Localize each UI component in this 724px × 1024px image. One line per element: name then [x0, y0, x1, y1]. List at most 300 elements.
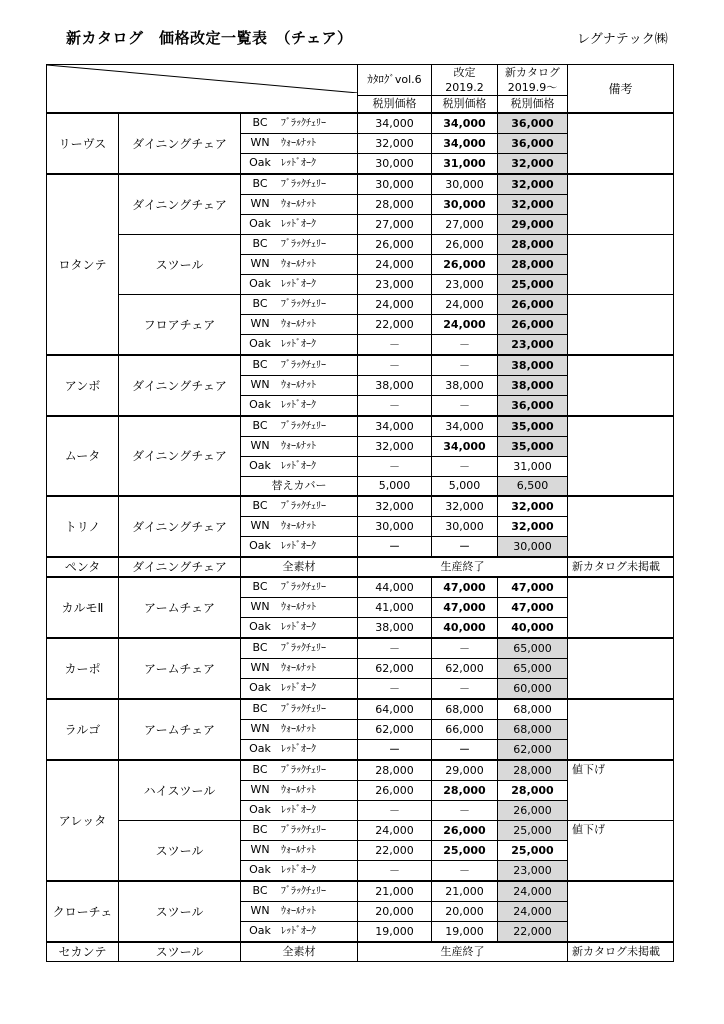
material-cell	[241, 335, 358, 356]
material-code: WN	[250, 439, 270, 452]
price-vol6: －	[358, 861, 432, 882]
price-new: 38,000	[498, 376, 568, 396]
material-name: ﾚｯﾄﾞｵｰｸ	[281, 622, 316, 633]
price-kaitei: 21,000	[432, 881, 498, 902]
material-code: BC	[252, 237, 268, 250]
material-code: Oak	[249, 620, 271, 633]
material-code: BC	[252, 177, 268, 190]
price-kaitei: 24,000	[432, 295, 498, 315]
material-cell	[241, 902, 358, 922]
price-vol6: 5,000	[358, 477, 432, 497]
note-cell: 値下げ	[568, 760, 674, 821]
price-vol6: 23,000	[358, 275, 432, 295]
material-name: ｳｫｰﾙﾅｯﾄ	[281, 602, 316, 613]
price-vol6: －	[358, 335, 432, 356]
price-vol6: －	[358, 537, 432, 558]
material-name: ｳｫｰﾙﾅｯﾄ	[281, 663, 316, 674]
table-row	[47, 557, 674, 577]
price-new: 65,000	[498, 659, 568, 679]
price-kaitei: 30,000	[432, 174, 498, 195]
price-vol6: 24,000	[358, 295, 432, 315]
product-type: アームチェア	[119, 577, 241, 638]
material-cell	[241, 760, 358, 781]
note-cell	[568, 113, 674, 174]
price-vol6: 24,000	[358, 255, 432, 275]
material-name: ﾚｯﾄﾞｵｰｸ	[281, 926, 316, 937]
material-name: ﾚｯﾄﾞｵｰｸ	[281, 461, 316, 472]
price-kaitei: 30,000	[432, 195, 498, 215]
material-name: ﾌﾞﾗｯｸﾁｪﾘｰ	[281, 582, 326, 593]
material-cell	[241, 376, 358, 396]
price-kaitei: 47,000	[432, 577, 498, 598]
material-cell	[241, 537, 358, 558]
material-code: WN	[250, 136, 270, 149]
product-type: ハイスツール	[119, 760, 241, 821]
price-new: 31,000	[498, 457, 568, 477]
material-name: ｳｫｰﾙﾅｯﾄ	[281, 785, 316, 796]
material-code: BC	[252, 580, 268, 593]
table-row	[47, 699, 674, 720]
price-new: 24,000	[498, 881, 568, 902]
price-kaitei: 34,000	[432, 416, 498, 437]
discontinued-label: 生産終了	[358, 557, 568, 577]
table-row	[47, 113, 674, 134]
note-cell	[568, 699, 674, 760]
table-row	[47, 416, 674, 437]
material-name: ﾌﾞﾗｯｸﾁｪﾘｰ	[281, 501, 326, 512]
price-new: 32,000	[498, 195, 568, 215]
product-type: スツール	[119, 881, 241, 942]
price-vol6: 38,000	[358, 376, 432, 396]
price-vol6: 41,000	[358, 598, 432, 618]
material-cell	[241, 922, 358, 943]
price-kaitei: 32,000	[432, 496, 498, 517]
price-kaitei: －	[432, 396, 498, 417]
table-row	[47, 821, 674, 841]
material-name: ﾚｯﾄﾞｵｰｸ	[281, 279, 316, 290]
col-header-vol6: ｶﾀﾛｸﾞvol.6	[358, 65, 432, 96]
note-cell	[568, 577, 674, 638]
price-new: 28,000	[498, 235, 568, 255]
diagonal-line	[47, 65, 358, 93]
price-kaitei: 27,000	[432, 215, 498, 235]
material-cell	[241, 821, 358, 841]
price-new: 28,000	[498, 255, 568, 275]
material-cell	[241, 396, 358, 417]
material-cell	[241, 315, 358, 335]
price-new: 36,000	[498, 396, 568, 417]
price-new: 26,000	[498, 801, 568, 821]
series-name: カーポ	[47, 638, 119, 699]
material-code: WN	[250, 661, 270, 674]
price-vol6: 62,000	[358, 659, 432, 679]
material-cell	[241, 154, 358, 175]
material-cell	[241, 618, 358, 639]
price-vol6: 19,000	[358, 922, 432, 943]
product-type: ダイニングチェア	[119, 496, 241, 557]
material-cell	[241, 215, 358, 235]
diagonal-header-cell	[47, 65, 358, 114]
material-code: WN	[250, 317, 270, 330]
price-vol6: 28,000	[358, 195, 432, 215]
price-kaitei: －	[432, 801, 498, 821]
price-new: 28,000	[498, 781, 568, 801]
price-vol6: 27,000	[358, 215, 432, 235]
product-type: ダイニングチェア	[119, 416, 241, 496]
price-new: 26,000	[498, 295, 568, 315]
price-kaitei: 29,000	[432, 760, 498, 781]
material-code: Oak	[249, 156, 271, 169]
price-vol6: 28,000	[358, 760, 432, 781]
price-new: 38,000	[498, 355, 568, 376]
note-cell	[568, 355, 674, 416]
price-vol6: 26,000	[358, 781, 432, 801]
price-kaitei: 34,000	[432, 437, 498, 457]
material-code: WN	[250, 722, 270, 735]
price-vol6: －	[358, 638, 432, 659]
material-name: ﾌﾞﾗｯｸﾁｪﾘｰ	[281, 643, 326, 654]
price-vol6: 64,000	[358, 699, 432, 720]
price-new: 35,000	[498, 416, 568, 437]
tax-label: 税別価格	[498, 96, 568, 114]
price-vol6: 38,000	[358, 618, 432, 639]
product-type: ダイニングチェア	[119, 557, 241, 577]
material-name: ﾌﾞﾗｯｸﾁｪﾘｰ	[281, 704, 326, 715]
material-name: ｳｫｰﾙﾅｯﾄ	[281, 724, 316, 735]
price-new: 24,000	[498, 902, 568, 922]
series-name: セカンテ	[47, 942, 119, 962]
material-cell	[241, 577, 358, 598]
price-kaitei: 30,000	[432, 517, 498, 537]
material-code: BC	[252, 763, 268, 776]
price-new: 47,000	[498, 598, 568, 618]
material-cell	[241, 841, 358, 861]
price-kaitei: 26,000	[432, 821, 498, 841]
price-new: 47,000	[498, 577, 568, 598]
material-cell	[241, 638, 358, 659]
material-code: BC	[252, 358, 268, 371]
all-materials-label: 全素材	[241, 557, 358, 577]
material-cell	[241, 598, 358, 618]
price-kaitei: 62,000	[432, 659, 498, 679]
tax-label: 税別価格	[432, 96, 498, 114]
all-materials-label: 全素材	[241, 942, 358, 962]
series-name: ラルゴ	[47, 699, 119, 760]
tax-label: 税別価格	[358, 96, 432, 114]
price-vol6: 22,000	[358, 315, 432, 335]
series-name: ペンタ	[47, 557, 119, 577]
material-cell	[241, 416, 358, 437]
material-code: BC	[252, 499, 268, 512]
material-cell	[241, 801, 358, 821]
material-name: ｳｫｰﾙﾅｯﾄ	[281, 521, 316, 532]
note-cell	[568, 881, 674, 942]
price-new: 36,000	[498, 134, 568, 154]
price-kaitei: 31,000	[432, 154, 498, 175]
material-code: WN	[250, 783, 270, 796]
series-name: リーヴス	[47, 113, 119, 174]
price-kaitei: 66,000	[432, 720, 498, 740]
price-vol6: 34,000	[358, 416, 432, 437]
material-code: Oak	[249, 681, 271, 694]
note-cell: 新カタログ未掲載	[568, 557, 674, 577]
material-name: ﾚｯﾄﾞｵｰｸ	[281, 865, 316, 876]
product-type: スツール	[119, 942, 241, 962]
series-name: カルモⅡ	[47, 577, 119, 638]
price-vol6: 30,000	[358, 174, 432, 195]
price-kaitei: －	[432, 537, 498, 558]
material-name: ｳｫｰﾙﾅｯﾄ	[281, 380, 316, 391]
price-new: 32,000	[498, 174, 568, 195]
price-kaitei: 68,000	[432, 699, 498, 720]
table-body	[47, 113, 674, 962]
material-name: ﾚｯﾄﾞｵｰｸ	[281, 541, 316, 552]
note-cell	[568, 235, 674, 295]
material-code: Oak	[249, 924, 271, 937]
material-name: ｳｫｰﾙﾅｯﾄ	[281, 906, 316, 917]
price-kaitei: －	[432, 355, 498, 376]
material-name: ﾚｯﾄﾞｵｰｸ	[281, 339, 316, 350]
table-row	[47, 295, 674, 315]
material-code: Oak	[249, 803, 271, 816]
note-cell	[568, 416, 674, 496]
material-code: BC	[252, 641, 268, 654]
table-row	[47, 760, 674, 781]
material-code: BC	[252, 702, 268, 715]
material-cell	[241, 134, 358, 154]
price-kaitei: 38,000	[432, 376, 498, 396]
material-name: ｳｫｰﾙﾅｯﾄ	[281, 199, 316, 210]
price-new: 22,000	[498, 922, 568, 943]
price-kaitei: 40,000	[432, 618, 498, 639]
material-code: BC	[252, 297, 268, 310]
material-code: BC	[252, 823, 268, 836]
price-kaitei: 20,000	[432, 902, 498, 922]
material-name: ﾚｯﾄﾞｵｰｸ	[281, 805, 316, 816]
material-code: Oak	[249, 863, 271, 876]
table-row	[47, 355, 674, 376]
price-new: 6,500	[498, 477, 568, 497]
material-code: BC	[252, 884, 268, 897]
table-row	[47, 881, 674, 902]
material-cell	[241, 457, 358, 477]
note-cell	[568, 174, 674, 235]
price-vol6: 32,000	[358, 437, 432, 457]
company-name: レグナテック㈱	[577, 32, 668, 47]
price-new: 29,000	[498, 215, 568, 235]
material-name: ｳｫｰﾙﾅｯﾄ	[281, 845, 316, 856]
material-name: ﾌﾞﾗｯｸﾁｪﾘｰ	[281, 825, 326, 836]
price-vol6: 26,000	[358, 235, 432, 255]
material-name: ﾚｯﾄﾞｵｰｸ	[281, 683, 316, 694]
price-vol6: 21,000	[358, 881, 432, 902]
product-type: ダイニングチェア	[119, 355, 241, 416]
material-cell: 替えカバー	[241, 477, 358, 497]
table-row	[47, 496, 674, 517]
price-vol6: －	[358, 457, 432, 477]
price-new: 35,000	[498, 437, 568, 457]
material-cell	[241, 740, 358, 761]
material-code: BC	[252, 116, 268, 129]
material-code: WN	[250, 378, 270, 391]
material-code: WN	[250, 904, 270, 917]
product-type: フロアチェア	[119, 295, 241, 356]
price-new: 25,000	[498, 275, 568, 295]
material-name: ﾌﾞﾗｯｸﾁｪﾘｰ	[281, 299, 326, 310]
price-kaitei: 23,000	[432, 275, 498, 295]
price-new: 36,000	[498, 113, 568, 134]
material-name: ﾌﾞﾗｯｸﾁｪﾘｰ	[281, 765, 326, 776]
price-new: 68,000	[498, 699, 568, 720]
price-vol6: 20,000	[358, 902, 432, 922]
price-new: 65,000	[498, 638, 568, 659]
material-code: Oak	[249, 337, 271, 350]
material-code: WN	[250, 843, 270, 856]
material-name: ﾌﾞﾗｯｸﾁｪﾘｰ	[281, 118, 326, 129]
material-name: ﾚｯﾄﾞｵｰｸ	[281, 400, 316, 411]
material-name: ﾌﾞﾗｯｸﾁｪﾘｰ	[281, 239, 326, 250]
price-vol6: 30,000	[358, 154, 432, 175]
price-vol6: 62,000	[358, 720, 432, 740]
price-kaitei: －	[432, 861, 498, 882]
table-row	[47, 235, 674, 255]
material-code: WN	[250, 600, 270, 613]
material-code: Oak	[249, 742, 271, 755]
material-cell	[241, 295, 358, 315]
material-cell	[241, 275, 358, 295]
series-name: ロタンテ	[47, 174, 119, 355]
price-new: 40,000	[498, 618, 568, 639]
price-new: 62,000	[498, 740, 568, 761]
price-kaitei: 28,000	[432, 781, 498, 801]
price-vol6: 32,000	[358, 134, 432, 154]
series-name: アンボ	[47, 355, 119, 416]
material-code: Oak	[249, 539, 271, 552]
price-kaitei: －	[432, 638, 498, 659]
price-vol6: －	[358, 396, 432, 417]
material-cell	[241, 679, 358, 700]
material-name: ﾚｯﾄﾞｵｰｸ	[281, 158, 316, 169]
material-cell	[241, 496, 358, 517]
material-cell	[241, 437, 358, 457]
price-vol6: －	[358, 740, 432, 761]
product-type: アームチェア	[119, 638, 241, 699]
price-new: 23,000	[498, 861, 568, 882]
material-code: Oak	[249, 459, 271, 472]
price-new: 68,000	[498, 720, 568, 740]
material-cell	[241, 659, 358, 679]
price-kaitei: －	[432, 457, 498, 477]
price-kaitei: 26,000	[432, 255, 498, 275]
price-new: 32,000	[498, 496, 568, 517]
material-cell	[241, 235, 358, 255]
table-row	[47, 577, 674, 598]
material-cell	[241, 517, 358, 537]
material-cell	[241, 174, 358, 195]
price-vol6: 32,000	[358, 496, 432, 517]
material-name: ｳｫｰﾙﾅｯﾄ	[281, 259, 316, 270]
col-header-note: 備考	[568, 65, 674, 114]
material-cell	[241, 781, 358, 801]
table-row	[47, 942, 674, 962]
price-vol6: 30,000	[358, 517, 432, 537]
price-table	[46, 64, 674, 962]
material-code: WN	[250, 257, 270, 270]
price-kaitei: －	[432, 740, 498, 761]
series-name: アレッタ	[47, 760, 119, 881]
price-new: 28,000	[498, 760, 568, 781]
series-name: ムータ	[47, 416, 119, 496]
material-name: ﾚｯﾄﾞｵｰｸ	[281, 219, 316, 230]
price-kaitei: 26,000	[432, 235, 498, 255]
material-cell	[241, 881, 358, 902]
price-vol6: 34,000	[358, 113, 432, 134]
material-cell	[241, 699, 358, 720]
price-kaitei: －	[432, 679, 498, 700]
price-kaitei: 5,000	[432, 477, 498, 497]
material-name: ﾚｯﾄﾞｵｰｸ	[281, 744, 316, 755]
series-name: トリノ	[47, 496, 119, 557]
material-cell	[241, 255, 358, 275]
material-code: Oak	[249, 217, 271, 230]
discontinued-label: 生産終了	[358, 942, 568, 962]
material-code: Oak	[249, 277, 271, 290]
material-code: Oak	[249, 398, 271, 411]
material-cell	[241, 355, 358, 376]
material-name: ｳｫｰﾙﾅｯﾄ	[281, 441, 316, 452]
note-cell	[568, 496, 674, 557]
price-vol6: －	[358, 801, 432, 821]
material-code: WN	[250, 197, 270, 210]
product-type: ダイニングチェア	[119, 113, 241, 174]
material-cell	[241, 113, 358, 134]
material-name: ﾌﾞﾗｯｸﾁｪﾘｰ	[281, 421, 326, 432]
price-new: 60,000	[498, 679, 568, 700]
material-name: ｳｫｰﾙﾅｯﾄ	[281, 319, 316, 330]
col-header-kaitei: 改定 2019.2	[432, 65, 498, 96]
product-type: アームチェア	[119, 699, 241, 760]
price-new: 23,000	[498, 335, 568, 356]
material-name: ﾌﾞﾗｯｸﾁｪﾘｰ	[281, 360, 326, 371]
price-kaitei: 34,000	[432, 134, 498, 154]
price-new: 32,000	[498, 517, 568, 537]
price-vol6: －	[358, 679, 432, 700]
material-cell	[241, 720, 358, 740]
price-kaitei: －	[432, 335, 498, 356]
series-name: クローチェ	[47, 881, 119, 942]
product-type: ダイニングチェア	[119, 174, 241, 235]
material-name: ﾌﾞﾗｯｸﾁｪﾘｰ	[281, 179, 326, 190]
price-kaitei: 19,000	[432, 922, 498, 943]
price-vol6: 44,000	[358, 577, 432, 598]
material-name: ﾌﾞﾗｯｸﾁｪﾘｰ	[281, 886, 326, 897]
col-header-new-catalog: 新カタログ 2019.9～	[498, 65, 568, 96]
price-new: 30,000	[498, 537, 568, 558]
material-code: WN	[250, 519, 270, 532]
price-kaitei: 34,000	[432, 113, 498, 134]
price-new: 25,000	[498, 821, 568, 841]
note-cell: 値下げ	[568, 821, 674, 882]
price-kaitei: 25,000	[432, 841, 498, 861]
product-type: スツール	[119, 821, 241, 882]
note-cell	[568, 638, 674, 699]
note-cell: 新カタログ未掲載	[568, 942, 674, 962]
price-vol6: 24,000	[358, 821, 432, 841]
product-type: スツール	[119, 235, 241, 295]
note-cell	[568, 295, 674, 356]
price-new: 26,000	[498, 315, 568, 335]
price-vol6: 22,000	[358, 841, 432, 861]
